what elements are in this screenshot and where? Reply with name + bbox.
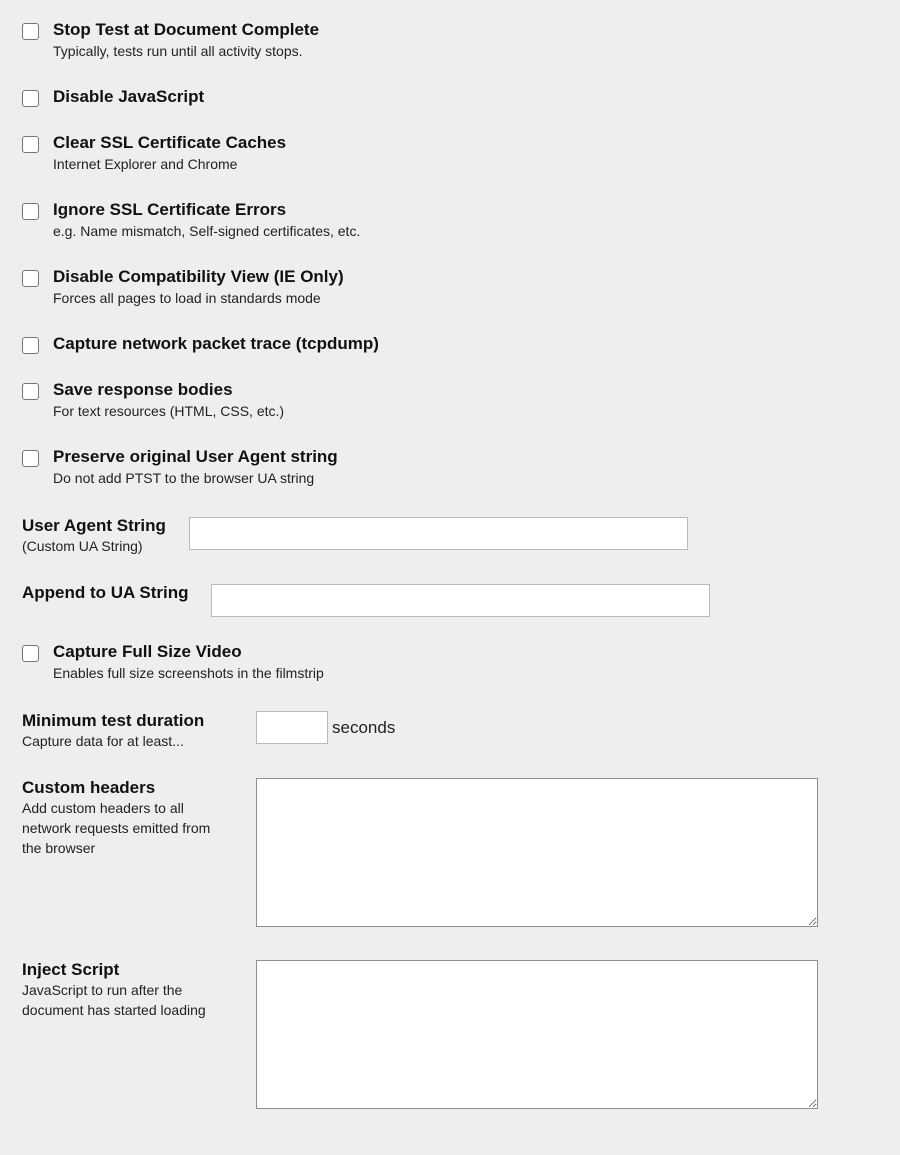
user-agent-string-desc: (Custom UA String) — [22, 538, 143, 554]
save-response-bodies-checkbox[interactable] — [22, 383, 39, 400]
user-agent-string-label: User Agent String — [22, 516, 166, 535]
stop-at-document-complete-checkbox[interactable] — [22, 23, 39, 40]
disable-javascript-label[interactable]: Disable JavaScript — [53, 87, 205, 106]
ignore-ssl-errors-label[interactable]: Ignore SSL Certificate Errors — [53, 200, 287, 219]
inject-script-desc: JavaScript to run after the document has started loading — [22, 982, 206, 1018]
clear-ssl-caches-checkbox[interactable] — [22, 136, 39, 153]
ignore-ssl-errors-checkbox[interactable] — [22, 203, 39, 220]
user-agent-string-input[interactable] — [189, 517, 688, 550]
capture-tcpdump-checkbox[interactable] — [22, 337, 39, 354]
append-ua-label: Append to UA String — [22, 583, 189, 602]
disable-compat-view-checkbox[interactable] — [22, 270, 39, 287]
full-size-video-label[interactable]: Capture Full Size Video — [53, 642, 242, 661]
append-ua-input[interactable] — [211, 584, 710, 617]
full-size-video-desc: Enables full size screenshots in the filmstrip — [53, 665, 324, 681]
min-duration-desc: Capture data for at least... — [22, 733, 184, 749]
preserve-ua-checkbox[interactable] — [22, 450, 39, 467]
preserve-ua-label[interactable]: Preserve original User Agent string — [53, 447, 338, 466]
min-duration-input[interactable] — [256, 711, 328, 744]
inject-script-label: Inject Script — [22, 960, 120, 979]
preserve-ua-desc: Do not add PTST to the browser UA string — [53, 470, 315, 486]
full-size-video-checkbox[interactable] — [22, 645, 39, 662]
custom-headers-label: Custom headers — [22, 778, 156, 797]
disable-compat-view-desc: Forces all pages to load in standards mode — [53, 290, 321, 306]
stop-at-document-complete-label[interactable]: Stop Test at Document Complete — [53, 20, 320, 39]
custom-headers-textarea[interactable] — [256, 778, 818, 927]
inject-script-textarea[interactable] — [256, 960, 818, 1109]
ignore-ssl-errors-desc: e.g. Name mismatch, Self-signed certificates, etc. — [53, 223, 361, 239]
save-response-bodies-desc: For text resources (HTML, CSS, etc.) — [53, 403, 285, 419]
disable-javascript-checkbox[interactable] — [22, 90, 39, 107]
custom-headers-desc: Add custom headers to all network requests emitted from the browser — [22, 800, 211, 856]
clear-ssl-caches-desc: Internet Explorer and Chrome — [53, 156, 238, 172]
disable-compat-view-label[interactable]: Disable Compatibility View (IE Only) — [53, 267, 344, 286]
capture-tcpdump-label[interactable]: Capture network packet trace (tcpdump) — [53, 334, 379, 353]
clear-ssl-caches-label[interactable]: Clear SSL Certificate Caches — [53, 133, 287, 152]
min-duration-unit: seconds — [332, 718, 396, 737]
save-response-bodies-label[interactable]: Save response bodies — [53, 380, 233, 399]
min-duration-label: Minimum test duration — [22, 711, 205, 730]
stop-at-document-complete-desc: Typically, tests run until all activity stops. — [53, 43, 303, 59]
